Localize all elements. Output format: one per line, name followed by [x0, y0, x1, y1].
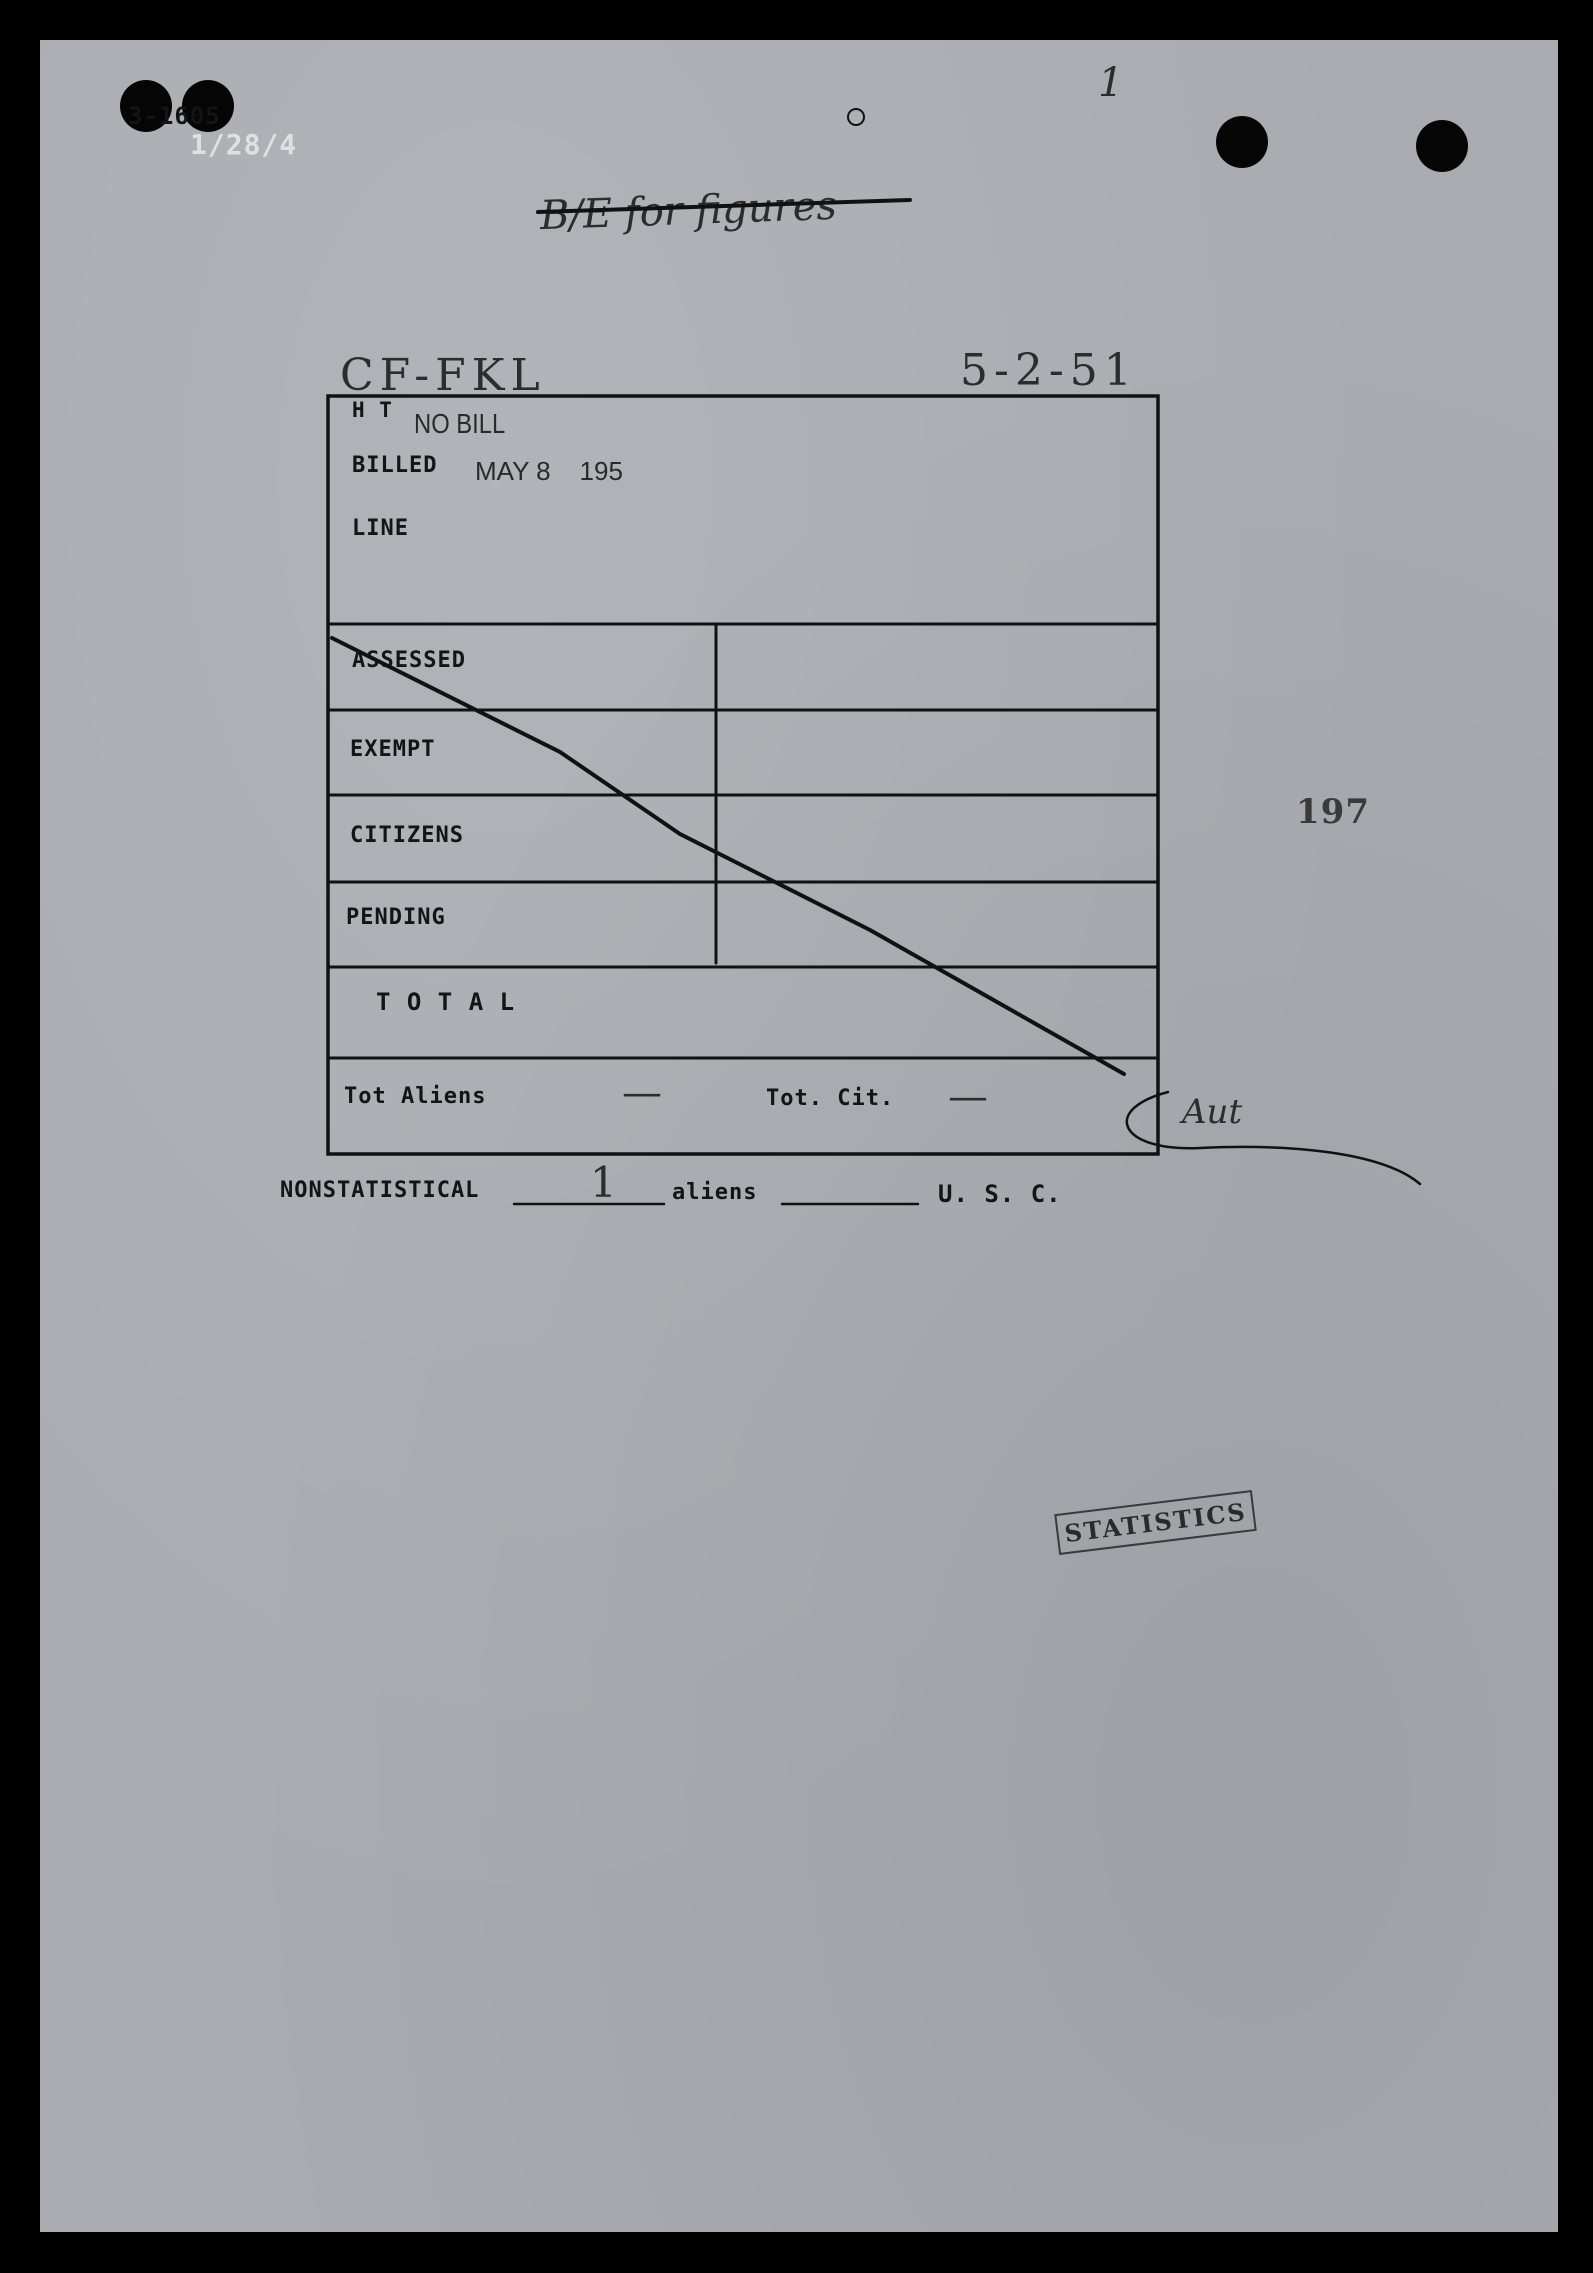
top-mark: 1 [1098, 60, 1124, 106]
document-page [40, 40, 1558, 2232]
header-date: 5-2-51 [960, 345, 1138, 396]
no-bill-stamp: NO BILL [414, 408, 506, 439]
crossed-note: B/E for figures [539, 182, 838, 240]
usc-label: U. S. C. [938, 1180, 1062, 1208]
aliens-label: aliens [672, 1180, 758, 1205]
form-number: 3-1605 [128, 102, 221, 130]
ht-label: H T [352, 398, 393, 422]
row-pending-label: PENDING [346, 905, 446, 930]
form-lines [40, 40, 1558, 2232]
row-exempt-label: EXEMPT [350, 737, 436, 762]
form-date: 1/28/4 [190, 128, 298, 161]
tot-cit-label: Tot. Cit. [766, 1086, 895, 1111]
tot-cit-value: — [948, 1074, 988, 1120]
small-ring-mark [848, 109, 864, 125]
initials-signature: Aut [1182, 1092, 1243, 1132]
header-code: CF-FKL [340, 350, 546, 401]
side-number: 197 [1296, 792, 1370, 832]
total-label: T O T A L [376, 988, 516, 1016]
line-label: LINE [352, 516, 409, 541]
billed-label: BILLED [352, 453, 438, 478]
billed-stamp: MAY 8 195 [475, 456, 623, 486]
cancel-diagonal [332, 638, 1124, 1074]
note-strike-line [538, 200, 910, 212]
row-citizens-label: CITIZENS [350, 823, 464, 848]
statistics-stamp: STATISTICS [1054, 1490, 1257, 1555]
nonstat-count: 1 [590, 1158, 617, 1207]
signature-curve [1127, 1092, 1420, 1184]
tot-aliens-value: — [622, 1070, 662, 1116]
nonstat-label: NONSTATISTICAL [280, 1178, 480, 1203]
row-assessed-label: ASSESSED [352, 648, 466, 673]
tot-aliens-label: Tot Aliens [344, 1084, 487, 1109]
form-box [328, 396, 1158, 1154]
